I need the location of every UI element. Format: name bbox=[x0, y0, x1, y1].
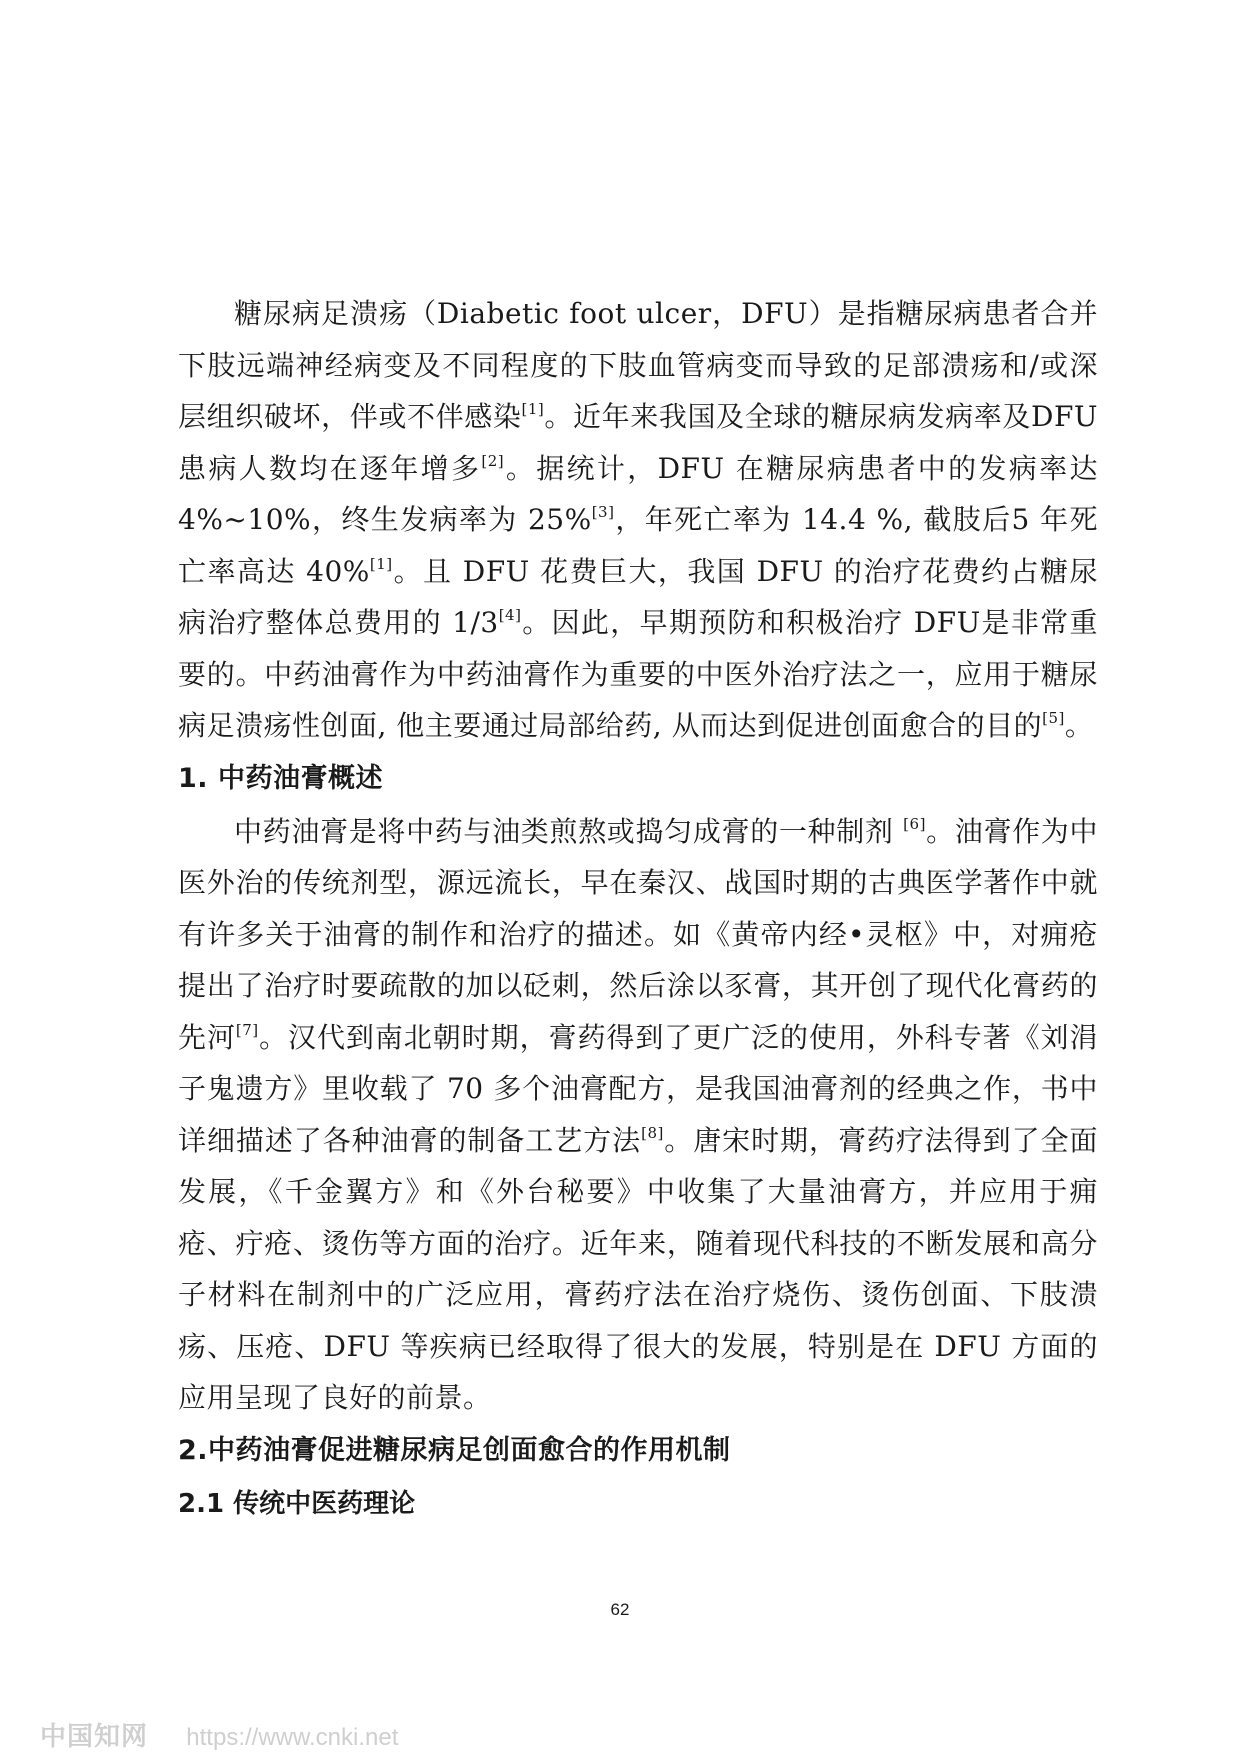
section-heading-1: 1. 中药油膏概述 bbox=[178, 762, 383, 794]
text-span: 糖尿病足溃疡（Diabetic foot ulcer，DFU）是指糖尿病患者合并下肢远端神经病变及不同程度的下肢血管病变而导致的足部溃疡和/或深层组织破坏，伴或不伴感染 bbox=[178, 297, 1098, 433]
text-span: 。因此，早期预防和积极治疗 DFU是非常重要的。中药油膏作为中药油膏作为重要的中医外治疗法之一，应用于糖尿病足溃疡性创面, 他主要通过局部给药, 从而达到促进创面愈合的目的 bbox=[178, 606, 1098, 742]
document-body bbox=[178, 288, 1098, 1530]
text-span: 。且 DFU 花费巨大，我国 DFU 的治疗花费约占糖尿病治疗整体总费用的 1/3 bbox=[178, 554, 1098, 639]
text-span: ，年死亡率为 14.4 %, 截肢后5 年死亡率高达 40% bbox=[178, 503, 1098, 588]
text-span: 。近年来我国及全球的糖尿病发病率及DFU 患病人数均在逐年增多 bbox=[178, 400, 1098, 485]
citation-ref: [1] bbox=[369, 554, 393, 573]
section-heading-2: 2.中药油膏促进糖尿病足创面愈合的作用机制 bbox=[178, 1434, 731, 1466]
text-span: 。 bbox=[1064, 709, 1094, 742]
citation-ref: [5] bbox=[1042, 709, 1065, 727]
citation-ref: [3] bbox=[591, 503, 615, 521]
text-span: 。唐宋时期，膏药疗法得到了全面发展，《千金翼方》和《外台秘要》中收集了大量油膏方，并应用于痈疮、疔疮、烫伤等方面的治疗。近年来，随着现代科技的不断发展和高分子材料在制剂中的广泛应用，膏药疗法在治疗烧伤、烫伤创面、下肢溃疡、压疮、DFU 等疾病已经取得了很大的发展，特别是在 DFU 方面的应用呈现了良好的前景。 bbox=[178, 1123, 1098, 1414]
citation-ref: [1] bbox=[521, 400, 545, 418]
watermark-url: https://www.cnki.net bbox=[186, 1724, 399, 1751]
citation-ref: [7] bbox=[235, 1020, 259, 1039]
citation-ref: [6] bbox=[903, 814, 926, 833]
cnki-watermark bbox=[40, 1716, 398, 1753]
page-number: 62 bbox=[610, 1600, 630, 1619]
section1-paragraph bbox=[178, 806, 1098, 1424]
watermark-brand: 中国知网 bbox=[40, 1722, 149, 1752]
intro-paragraph bbox=[178, 288, 1098, 752]
citation-ref: [2] bbox=[481, 451, 505, 470]
text-span: 。据统计，DFU 在糖尿病患者中的发病率达 4%~10%，终生发病率为 25% bbox=[178, 451, 1098, 536]
text-span: 。汉代到南北朝时期，膏药得到了更广泛的使用，外科专著《刘涓子鬼遗方》里收载了 70 多个油膏配方，是我国油膏剂的经典之作，书中详细描述了各种油膏的制备工艺方法 bbox=[178, 1020, 1098, 1157]
subsection-heading-2-1: 2.1 传统中医药理论 bbox=[178, 1488, 416, 1519]
text-span: 中药油膏是将中药与油类煎熬或捣匀成膏的一种制剂 bbox=[234, 814, 904, 848]
citation-ref: [8] bbox=[641, 1123, 664, 1142]
text-span: 。油膏作为中医外治的传统剂型，源远流长，早在秦汉、战国时期的古典医学著作中就有许多关于油膏的制作和治疗的描述。如《黄帝内经•灵枢》中，对痈疮提出了治疗时要疏散的加以砭刺，然后涂以豕膏，其开创了现代化膏药的先河 bbox=[178, 814, 1098, 1054]
citation-ref: [4] bbox=[498, 606, 522, 624]
